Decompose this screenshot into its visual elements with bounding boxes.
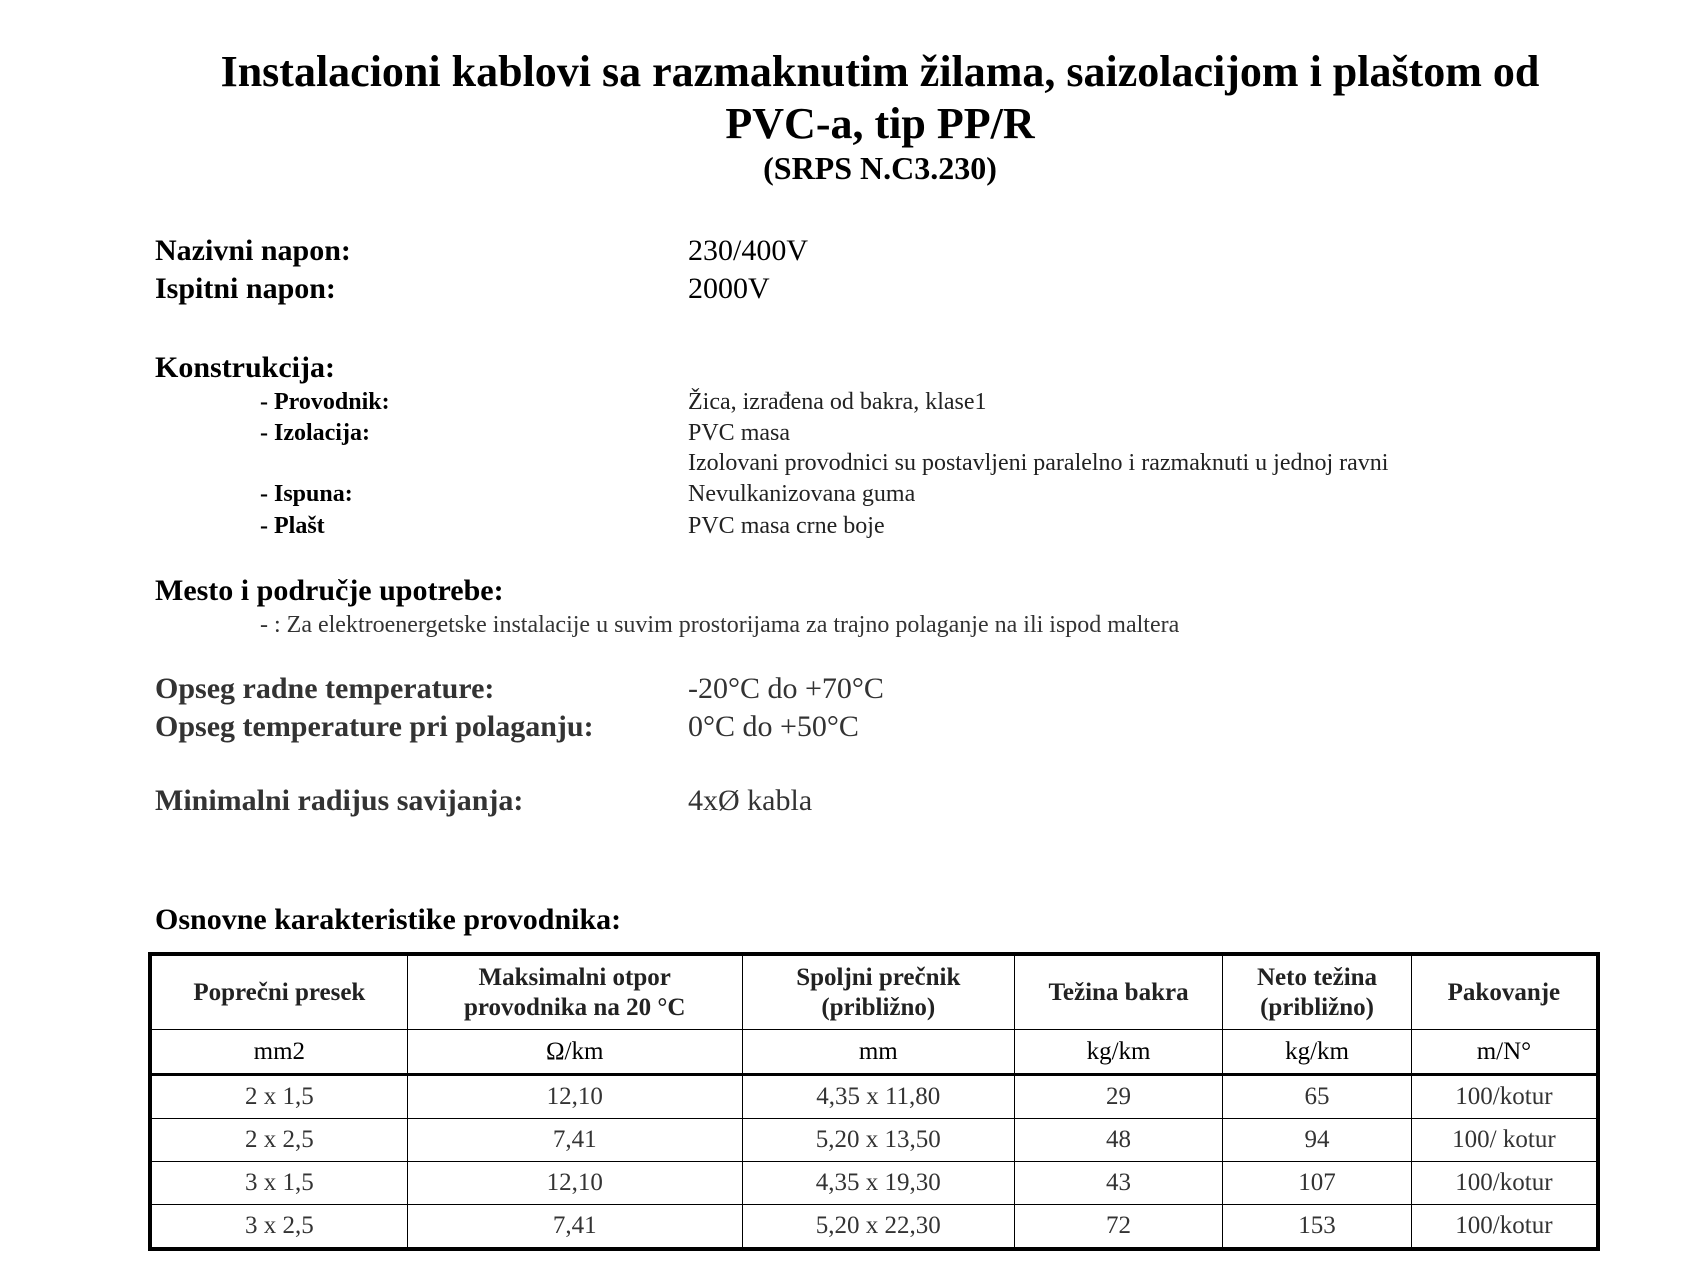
nominal-voltage-label: Nazivni napon: xyxy=(155,234,351,267)
conductor-value: Žica, izrađena od bakra, klase1 xyxy=(688,389,987,415)
operating-temp-label: Opseg radne temperature: xyxy=(155,672,495,705)
test-voltage-value: 2000V xyxy=(688,272,770,305)
table-cell: 2 x 2,5 xyxy=(150,1119,407,1162)
installation-temp-value: 0°C do +50°C xyxy=(688,710,859,743)
filler-value: Nevulkanizovana guma xyxy=(688,481,916,507)
title-line-2: PVC-a, tip PP/R xyxy=(725,99,1035,148)
usage-heading: Mesto i područje upotrebe: xyxy=(155,574,504,607)
table-cell: 5,20 x 22,30 xyxy=(742,1205,1014,1250)
table-cell: 29 xyxy=(1014,1075,1222,1119)
bending-radius-value: 4xØ kabla xyxy=(688,784,813,817)
construction-heading: Konstrukcija: xyxy=(155,351,335,384)
table-row xyxy=(150,1075,1598,1119)
unit-cell: Ω/km xyxy=(407,1030,742,1075)
table-cell: 5,20 x 13,50 xyxy=(742,1119,1014,1162)
filler-label: - Ispuna: xyxy=(260,481,353,507)
unit-cell: mm xyxy=(742,1030,1014,1075)
table-cell: 2 x 1,5 xyxy=(150,1075,407,1119)
table-cell: 107 xyxy=(1223,1162,1412,1205)
table-cell: 43 xyxy=(1014,1162,1222,1205)
conductor-label: - Provodnik: xyxy=(260,389,390,415)
table-cell: 12,10 xyxy=(407,1075,742,1119)
nominal-voltage-value: 230/400V xyxy=(688,234,808,267)
table-cell: 7,41 xyxy=(407,1119,742,1162)
insulation-label: - Izolacija: xyxy=(260,420,370,446)
unit-cell: m/N° xyxy=(1411,1030,1598,1075)
bending-radius-label: Minimalni radijus savijanja: xyxy=(155,784,524,817)
table-cell: 4,35 x 11,80 xyxy=(742,1075,1014,1119)
table-cell: 94 xyxy=(1223,1119,1412,1162)
insulation-note: Izolovani provodnici su postavljeni paralelno i razmaknuti u jednoj ravni xyxy=(688,450,1389,476)
table-cell: 153 xyxy=(1223,1205,1412,1250)
column-header-max-resistance: Maksimalni otpor provodnika na 20 °C xyxy=(407,954,742,1030)
column-header-packaging: Pakovanje xyxy=(1411,954,1598,1030)
insulation-value: PVC masa xyxy=(688,420,790,446)
document-title xyxy=(140,46,1620,150)
table-cell: 12,10 xyxy=(407,1162,742,1205)
unit-cell: kg/km xyxy=(1223,1030,1412,1075)
usage-text: - : Za elektroenergetske instalacije u suvim prostorijama za trajno polaganje na ili ispod maltera xyxy=(260,612,1180,638)
table-cell: 100/kotur xyxy=(1411,1075,1598,1119)
table-cell: 3 x 2,5 xyxy=(150,1205,407,1250)
table-header-row xyxy=(150,954,1598,1030)
unit-cell: kg/km xyxy=(1014,1030,1222,1075)
operating-temp-value: -20°C do +70°C xyxy=(688,672,884,705)
sheath-label: - Plašt xyxy=(260,513,325,539)
table-cell: 100/kotur xyxy=(1411,1162,1598,1205)
title-line-1: Instalacioni kablovi sa razmaknutim žilama, saizolacijom i plaštom od xyxy=(220,47,1540,96)
sheath-value: PVC masa crne boje xyxy=(688,513,885,539)
table-cell: 100/ kotur xyxy=(1411,1119,1598,1162)
installation-temp-label: Opseg temperature pri polaganju: xyxy=(155,710,594,743)
unit-cell: mm2 xyxy=(150,1030,407,1075)
table-cell: 100/kotur xyxy=(1411,1205,1598,1250)
table-units-row xyxy=(150,1030,1598,1075)
standard-reference: (SRPS N.C3.230) xyxy=(763,150,997,186)
test-voltage-label: Ispitni napon: xyxy=(155,272,336,305)
table-cell: 7,41 xyxy=(407,1205,742,1250)
conductor-characteristics-table xyxy=(148,952,1600,1251)
column-header-outer-diameter: Spoljni prečnik (približno) xyxy=(742,954,1014,1030)
table-cell: 65 xyxy=(1223,1075,1412,1119)
table-row xyxy=(150,1119,1598,1162)
table-heading: Osnovne karakteristike provodnika: xyxy=(155,903,622,936)
table-row xyxy=(150,1162,1598,1205)
column-header-copper-weight: Težina bakra xyxy=(1014,954,1222,1030)
column-header-cross-section: Poprečni presek xyxy=(150,954,407,1030)
table-cell: 4,35 x 19,30 xyxy=(742,1162,1014,1205)
table-cell: 3 x 1,5 xyxy=(150,1162,407,1205)
table-row xyxy=(150,1205,1598,1250)
column-header-net-weight: Neto težina (približno) xyxy=(1223,954,1412,1030)
table-cell: 72 xyxy=(1014,1205,1222,1250)
table-cell: 48 xyxy=(1014,1119,1222,1162)
